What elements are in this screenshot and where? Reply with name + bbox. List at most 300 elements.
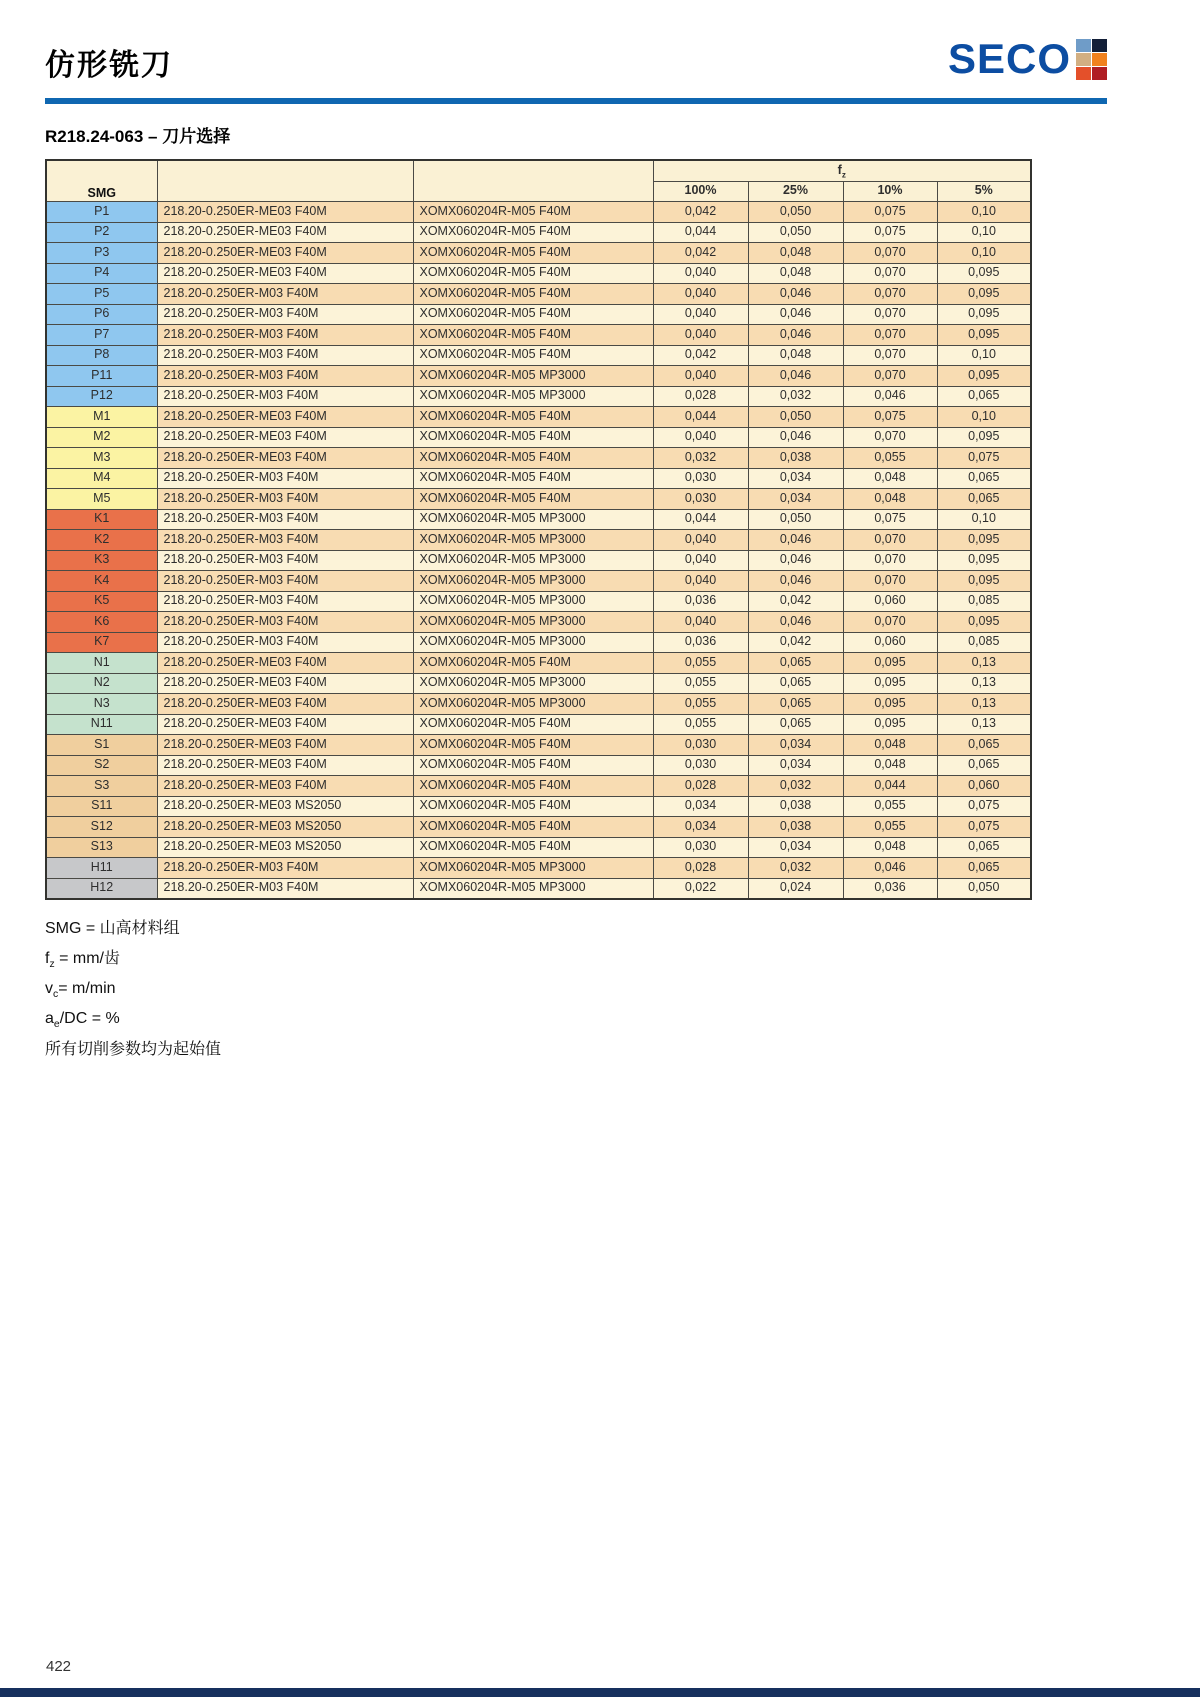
insert-designation-cell: XOMX060204R-M05 F40M <box>413 427 653 448</box>
fz-value-cell: 0,034 <box>653 817 748 838</box>
fz-value-cell: 0,046 <box>748 304 843 325</box>
fz-value-cell: 0,046 <box>748 530 843 551</box>
insert-designation-cell: XOMX060204R-M05 F40M <box>413 407 653 428</box>
fz-value-cell: 0,065 <box>937 489 1031 510</box>
fz-value-cell: 0,095 <box>843 714 937 735</box>
tool-designation-cell: 218.20-0.250ER-ME03 F40M <box>157 407 413 428</box>
fz-value-cell: 0,030 <box>653 837 748 858</box>
fz-value-cell: 0,065 <box>937 468 1031 489</box>
insert-table-body <box>46 202 1031 900</box>
fz-value-cell: 0,095 <box>937 571 1031 592</box>
footnotes <box>45 914 1200 1065</box>
insert-designation-cell: XOMX060204R-M05 MP3000 <box>413 878 653 899</box>
fz-value-cell: 0,10 <box>937 202 1031 223</box>
insert-designation-cell: XOMX060204R-M05 F40M <box>413 304 653 325</box>
fz-value-cell: 0,13 <box>937 694 1031 715</box>
table-row <box>46 612 1031 633</box>
column-header-10: 10% <box>843 181 937 202</box>
smg-cell: P3 <box>46 243 157 264</box>
fz-value-cell: 0,044 <box>653 407 748 428</box>
smg-cell: S13 <box>46 837 157 858</box>
fz-value-cell: 0,048 <box>748 243 843 264</box>
fz-value-cell: 0,070 <box>843 427 937 448</box>
fz-value-cell: 0,048 <box>843 735 937 756</box>
fz-value-cell: 0,046 <box>843 858 937 879</box>
fz-value-cell: 0,038 <box>748 448 843 469</box>
tool-designation-cell: 218.20-0.250ER-ME03 F40M <box>157 448 413 469</box>
fz-value-cell: 0,046 <box>748 427 843 448</box>
fz-value-cell: 0,050 <box>748 202 843 223</box>
fz-value-cell: 0,085 <box>937 591 1031 612</box>
fz-value-cell: 0,070 <box>843 284 937 305</box>
fz-value-cell: 0,032 <box>748 858 843 879</box>
table-row <box>46 837 1031 858</box>
fz-value-cell: 0,046 <box>748 550 843 571</box>
tool-designation-cell: 218.20-0.250ER-M03 F40M <box>157 550 413 571</box>
smg-cell: P4 <box>46 263 157 284</box>
tool-designation-cell: 218.20-0.250ER-M03 F40M <box>157 489 413 510</box>
fz-value-cell: 0,032 <box>653 448 748 469</box>
fz-value-cell: 0,065 <box>937 755 1031 776</box>
table-row <box>46 796 1031 817</box>
tool-designation-cell: 218.20-0.250ER-M03 F40M <box>157 366 413 387</box>
fz-value-cell: 0,065 <box>748 714 843 735</box>
smg-cell: K7 <box>46 632 157 653</box>
logo-square-icon <box>1076 53 1091 66</box>
fz-value-cell: 0,040 <box>653 550 748 571</box>
fz-value-cell: 0,065 <box>937 858 1031 879</box>
fz-value-cell: 0,048 <box>843 755 937 776</box>
fz-value-cell: 0,055 <box>653 673 748 694</box>
table-row <box>46 427 1031 448</box>
table-row <box>46 530 1031 551</box>
footnote-line: $a_e/DC$ = % <box>45 1010 120 1031</box>
fz-value-cell: 0,095 <box>843 653 937 674</box>
page-title: 仿形铣刀 <box>45 48 173 83</box>
fz-value-cell: 0,070 <box>843 263 937 284</box>
fz-value-cell: 0,075 <box>843 509 937 530</box>
fz-value-cell: 0,040 <box>653 571 748 592</box>
fz-value-cell: 0,048 <box>843 468 937 489</box>
smg-cell: S11 <box>46 796 157 817</box>
tool-designation-cell: 218.20-0.250ER-M03 F40M <box>157 571 413 592</box>
fz-value-cell: 0,042 <box>748 632 843 653</box>
smg-cell: P6 <box>46 304 157 325</box>
fz-value-cell: 0,065 <box>748 673 843 694</box>
insert-designation-cell: XOMX060204R-M05 F40M <box>413 448 653 469</box>
smg-cell: P7 <box>46 325 157 346</box>
logo-square-icon <box>1092 67 1107 80</box>
section-subtitle: R218.24-063 – 刀片选择 <box>45 127 231 146</box>
fz-value-cell: 0,048 <box>748 263 843 284</box>
fz-label-sub: z <box>841 170 846 180</box>
insert-designation-cell: XOMX060204R-M05 F40M <box>413 755 653 776</box>
page-header <box>45 36 1107 84</box>
fz-value-cell: 0,022 <box>653 878 748 899</box>
table-row <box>46 325 1031 346</box>
insert-designation-cell: XOMX060204R-M05 F40M <box>413 325 653 346</box>
tool-designation-cell: 218.20-0.250ER-ME03 MS2050 <box>157 796 413 817</box>
tool-designation-cell: 218.20-0.250ER-ME03 F40M <box>157 427 413 448</box>
insert-designation-cell: XOMX060204R-M05 MP3000 <box>413 366 653 387</box>
tool-designation-cell: 218.20-0.250ER-M03 F40M <box>157 325 413 346</box>
tool-designation-cell: 218.20-0.250ER-ME03 F40M <box>157 222 413 243</box>
seco-logo-text: SECO <box>947 35 1071 82</box>
insert-designation-cell: XOMX060204R-M05 MP3000 <box>413 509 653 530</box>
fz-value-cell: 0,095 <box>937 263 1031 284</box>
insert-designation-cell: XOMX060204R-M05 F40M <box>413 714 653 735</box>
header-rule <box>45 98 1107 104</box>
table-row <box>46 366 1031 387</box>
fz-value-cell: 0,13 <box>937 673 1031 694</box>
table-row <box>46 817 1031 838</box>
smg-cell: N11 <box>46 714 157 735</box>
fz-value-cell: 0,034 <box>748 735 843 756</box>
fz-value-cell: 0,075 <box>937 796 1031 817</box>
tool-designation-cell: 218.20-0.250ER-ME03 F40M <box>157 653 413 674</box>
insert-designation-cell: XOMX060204R-M05 F40M <box>413 263 653 284</box>
fz-label: f <box>837 163 842 178</box>
fz-value-cell: 0,034 <box>748 837 843 858</box>
fz-value-cell: 0,095 <box>843 673 937 694</box>
fz-value-cell: 0,10 <box>937 243 1031 264</box>
fz-value-cell: 0,075 <box>937 448 1031 469</box>
table-row <box>46 571 1031 592</box>
fz-value-cell: 0,070 <box>843 243 937 264</box>
fz-value-cell: 0,070 <box>843 550 937 571</box>
column-header-100: 100% <box>653 181 748 202</box>
smg-cell: P5 <box>46 284 157 305</box>
tool-designation-cell: 218.20-0.250ER-M03 F40M <box>157 386 413 407</box>
smg-cell: K6 <box>46 612 157 633</box>
tool-designation-cell: 218.20-0.250ER-ME03 F40M <box>157 694 413 715</box>
fz-value-cell: 0,095 <box>937 304 1031 325</box>
smg-cell: M4 <box>46 468 157 489</box>
smg-cell: N1 <box>46 653 157 674</box>
fz-value-cell: 0,040 <box>653 263 748 284</box>
insert-designation-cell: XOMX060204R-M05 F40M <box>413 735 653 756</box>
fz-value-cell: 0,060 <box>843 632 937 653</box>
fz-value-cell: 0,10 <box>937 222 1031 243</box>
smg-cell: M5 <box>46 489 157 510</box>
table-row <box>46 509 1031 530</box>
fz-value-cell: 0,044 <box>843 776 937 797</box>
table-header <box>46 160 1031 202</box>
table-row <box>46 345 1031 366</box>
fz-value-cell: 0,030 <box>653 755 748 776</box>
insert-designation-cell: XOMX060204R-M05 F40M <box>413 243 653 264</box>
fz-value-cell: 0,070 <box>843 345 937 366</box>
column-header-insert <box>413 160 653 202</box>
fz-value-cell: 0,040 <box>653 612 748 633</box>
fz-value-cell: 0,048 <box>843 489 937 510</box>
fz-value-cell: 0,10 <box>937 509 1031 530</box>
table-row <box>46 489 1031 510</box>
fz-value-cell: 0,075 <box>843 202 937 223</box>
fz-value-cell: 0,048 <box>748 345 843 366</box>
tool-designation-cell: 218.20-0.250ER-M03 F40M <box>157 878 413 899</box>
fz-value-cell: 0,070 <box>843 612 937 633</box>
table-row <box>46 694 1031 715</box>
insert-designation-cell: XOMX060204R-M05 F40M <box>413 468 653 489</box>
insert-designation-cell: XOMX060204R-M05 MP3000 <box>413 632 653 653</box>
column-header-25: 25% <box>748 181 843 202</box>
fz-value-cell: 0,040 <box>653 325 748 346</box>
fz-value-cell: 0,030 <box>653 489 748 510</box>
fz-value-cell: 0,070 <box>843 325 937 346</box>
fz-value-cell: 0,060 <box>937 776 1031 797</box>
footnote-line: 所有切削参数均为起始值 <box>45 1040 222 1058</box>
table-row <box>46 550 1031 571</box>
insert-designation-cell: XOMX060204R-M05 F40M <box>413 817 653 838</box>
insert-designation-cell: XOMX060204R-M05 F40M <box>413 796 653 817</box>
fz-value-cell: 0,048 <box>843 837 937 858</box>
fz-value-cell: 0,044 <box>653 222 748 243</box>
fz-value-cell: 0,036 <box>843 878 937 899</box>
smg-cell: K2 <box>46 530 157 551</box>
fz-value-cell: 0,028 <box>653 858 748 879</box>
tool-designation-cell: 218.20-0.250ER-M03 F40M <box>157 509 413 530</box>
fz-value-cell: 0,055 <box>653 653 748 674</box>
fz-value-cell: 0,042 <box>653 243 748 264</box>
fz-value-cell: 0,095 <box>937 284 1031 305</box>
insert-designation-cell: XOMX060204R-M05 MP3000 <box>413 858 653 879</box>
insert-designation-cell: XOMX060204R-M05 F40M <box>413 837 653 858</box>
footnote-line: $f_z = mm/$齿 <box>45 949 120 970</box>
fz-value-cell: 0,032 <box>748 386 843 407</box>
tool-designation-cell: 218.20-0.250ER-ME03 F40M <box>157 673 413 694</box>
insert-selection-table <box>45 159 1032 900</box>
table-row <box>46 755 1031 776</box>
table-row <box>46 714 1031 735</box>
insert-designation-cell: XOMX060204R-M05 MP3000 <box>413 530 653 551</box>
fz-value-cell: 0,065 <box>937 837 1031 858</box>
tool-designation-cell: 218.20-0.250ER-ME03 F40M <box>157 202 413 223</box>
tool-designation-cell: 218.20-0.250ER-M03 F40M <box>157 612 413 633</box>
table-row <box>46 591 1031 612</box>
fz-value-cell: 0,095 <box>937 530 1031 551</box>
fz-value-cell: 0,034 <box>748 489 843 510</box>
fz-value-cell: 0,095 <box>937 612 1031 633</box>
fz-value-cell: 0,070 <box>843 530 937 551</box>
fz-value-cell: 0,046 <box>843 386 937 407</box>
smg-cell: M1 <box>46 407 157 428</box>
smg-cell: S3 <box>46 776 157 797</box>
fz-value-cell: 0,075 <box>843 407 937 428</box>
column-header-tool <box>157 160 413 202</box>
smg-cell: S12 <box>46 817 157 838</box>
table-row <box>46 735 1031 756</box>
fz-value-cell: 0,13 <box>937 653 1031 674</box>
table-row <box>46 386 1031 407</box>
smg-cell: S2 <box>46 755 157 776</box>
smg-cell: H11 <box>46 858 157 879</box>
insert-designation-cell: XOMX060204R-M05 F40M <box>413 653 653 674</box>
tool-designation-cell: 218.20-0.250ER-ME03 MS2050 <box>157 837 413 858</box>
table-row <box>46 653 1031 674</box>
fz-value-cell: 0,095 <box>937 366 1031 387</box>
tool-designation-cell: 218.20-0.250ER-M03 F40M <box>157 284 413 305</box>
fz-value-cell: 0,046 <box>748 612 843 633</box>
table-row <box>46 776 1031 797</box>
fz-value-cell: 0,13 <box>937 714 1031 735</box>
fz-value-cell: 0,040 <box>653 530 748 551</box>
fz-value-cell: 0,046 <box>748 284 843 305</box>
table-row <box>46 263 1031 284</box>
fz-value-cell: 0,044 <box>653 509 748 530</box>
fz-value-cell: 0,095 <box>937 325 1031 346</box>
smg-cell: N3 <box>46 694 157 715</box>
table-row <box>46 878 1031 899</box>
fz-value-cell: 0,030 <box>653 735 748 756</box>
tool-designation-cell: 218.20-0.250ER-ME03 MS2050 <box>157 817 413 838</box>
smg-cell: K4 <box>46 571 157 592</box>
fz-value-cell: 0,085 <box>937 632 1031 653</box>
fz-value-cell: 0,050 <box>748 222 843 243</box>
seco-logo <box>947 35 1107 82</box>
fz-value-cell: 0,065 <box>748 694 843 715</box>
fz-value-cell: 0,038 <box>748 796 843 817</box>
fz-value-cell: 0,070 <box>843 571 937 592</box>
tool-designation-cell: 218.20-0.250ER-ME03 F40M <box>157 714 413 735</box>
fz-value-cell: 0,055 <box>843 448 937 469</box>
fz-value-cell: 0,036 <box>653 591 748 612</box>
fz-value-cell: 0,034 <box>748 755 843 776</box>
fz-value-cell: 0,046 <box>748 325 843 346</box>
insert-designation-cell: XOMX060204R-M05 MP3000 <box>413 591 653 612</box>
fz-value-cell: 0,050 <box>937 878 1031 899</box>
insert-designation-cell: XOMX060204R-M05 F40M <box>413 284 653 305</box>
table-row <box>46 673 1031 694</box>
tool-designation-cell: 218.20-0.250ER-M03 F40M <box>157 632 413 653</box>
footnote-line: $v_c= m/\min$ <box>45 980 116 1001</box>
logo-square-icon <box>1076 39 1091 52</box>
table-row <box>46 632 1031 653</box>
fz-value-cell: 0,070 <box>843 304 937 325</box>
tool-designation-cell: 218.20-0.250ER-M03 F40M <box>157 468 413 489</box>
fz-value-cell: 0,065 <box>937 735 1031 756</box>
fz-value-cell: 0,024 <box>748 878 843 899</box>
fz-value-cell: 0,075 <box>843 222 937 243</box>
fz-value-cell: 0,060 <box>843 591 937 612</box>
tool-designation-cell: 218.20-0.250ER-M03 F40M <box>157 345 413 366</box>
smg-cell: P11 <box>46 366 157 387</box>
table-row <box>46 202 1031 223</box>
smg-cell: P12 <box>46 386 157 407</box>
page-number: 422 <box>46 1658 72 1675</box>
logo-square-icon <box>1076 67 1091 80</box>
smg-cell: M3 <box>46 448 157 469</box>
fz-value-cell: 0,046 <box>748 571 843 592</box>
fz-value-cell: 0,028 <box>653 776 748 797</box>
fz-value-cell: 0,095 <box>937 427 1031 448</box>
fz-value-cell: 0,075 <box>937 817 1031 838</box>
insert-designation-cell: XOMX060204R-M05 F40M <box>413 222 653 243</box>
logo-square-icon <box>1092 39 1107 52</box>
table-row <box>46 448 1031 469</box>
smg-cell: S1 <box>46 735 157 756</box>
insert-designation-cell: XOMX060204R-M05 MP3000 <box>413 386 653 407</box>
logo-square-icon <box>1092 53 1107 66</box>
fz-value-cell: 0,040 <box>653 366 748 387</box>
table-row <box>46 243 1031 264</box>
fz-value-cell: 0,055 <box>653 694 748 715</box>
column-header-smg: SMG <box>46 160 157 202</box>
insert-designation-cell: XOMX060204R-M05 MP3000 <box>413 571 653 592</box>
fz-value-cell: 0,10 <box>937 345 1031 366</box>
insert-designation-cell: XOMX060204R-M05 F40M <box>413 345 653 366</box>
table-row <box>46 468 1031 489</box>
footer-bar <box>0 1688 1200 1697</box>
smg-cell: N2 <box>46 673 157 694</box>
smg-cell: P2 <box>46 222 157 243</box>
tool-designation-cell: 218.20-0.250ER-M03 F40M <box>157 591 413 612</box>
fz-value-cell: 0,070 <box>843 366 937 387</box>
footnote-line: SMG = 山高材料组 <box>45 920 180 937</box>
fz-value-cell: 0,042 <box>748 591 843 612</box>
insert-designation-cell: XOMX060204R-M05 MP3000 <box>413 550 653 571</box>
tool-designation-cell: 218.20-0.250ER-ME03 F40M <box>157 263 413 284</box>
tool-designation-cell: 218.20-0.250ER-ME03 F40M <box>157 776 413 797</box>
fz-value-cell: 0,042 <box>653 345 748 366</box>
insert-designation-cell: XOMX060204R-M05 F40M <box>413 202 653 223</box>
fz-value-cell: 0,050 <box>748 407 843 428</box>
fz-value-cell: 0,036 <box>653 632 748 653</box>
insert-designation-cell: XOMX060204R-M05 MP3000 <box>413 694 653 715</box>
tool-designation-cell: 218.20-0.250ER-ME03 F40M <box>157 755 413 776</box>
table-row <box>46 407 1031 428</box>
fz-group-header <box>653 160 1031 181</box>
table-row <box>46 304 1031 325</box>
fz-value-cell: 0,050 <box>748 509 843 530</box>
fz-value-cell: 0,028 <box>653 386 748 407</box>
insert-designation-cell: XOMX060204R-M05 F40M <box>413 489 653 510</box>
smg-cell: K1 <box>46 509 157 530</box>
insert-designation-cell: XOMX060204R-M05 MP3000 <box>413 612 653 633</box>
table-row <box>46 858 1031 879</box>
fz-value-cell: 0,055 <box>653 714 748 735</box>
smg-cell: H12 <box>46 878 157 899</box>
tool-designation-cell: 218.20-0.250ER-M03 F40M <box>157 530 413 551</box>
fz-value-cell: 0,032 <box>748 776 843 797</box>
smg-cell: P8 <box>46 345 157 366</box>
fz-value-cell: 0,038 <box>748 817 843 838</box>
fz-value-cell: 0,034 <box>653 796 748 817</box>
fz-value-cell: 0,10 <box>937 407 1031 428</box>
fz-value-cell: 0,042 <box>653 202 748 223</box>
tool-designation-cell: 218.20-0.250ER-M03 F40M <box>157 304 413 325</box>
smg-cell: K3 <box>46 550 157 571</box>
tool-designation-cell: 218.20-0.250ER-ME03 F40M <box>157 243 413 264</box>
tool-designation-cell: 218.20-0.250ER-ME03 F40M <box>157 735 413 756</box>
smg-cell: M2 <box>46 427 157 448</box>
fz-value-cell: 0,065 <box>748 653 843 674</box>
tool-designation-cell: 218.20-0.250ER-M03 F40M <box>157 858 413 879</box>
fz-value-cell: 0,040 <box>653 304 748 325</box>
fz-value-cell: 0,040 <box>653 427 748 448</box>
fz-value-cell: 0,034 <box>748 468 843 489</box>
seco-logo-mosaic-icon <box>1076 39 1107 80</box>
fz-value-cell: 0,030 <box>653 468 748 489</box>
fz-value-cell: 0,055 <box>843 817 937 838</box>
insert-designation-cell: XOMX060204R-M05 MP3000 <box>413 673 653 694</box>
smg-cell: P1 <box>46 202 157 223</box>
table-row <box>46 284 1031 305</box>
table-row <box>46 222 1031 243</box>
fz-value-cell: 0,040 <box>653 284 748 305</box>
insert-designation-cell: XOMX060204R-M05 F40M <box>413 776 653 797</box>
column-header-5: 5% <box>937 181 1031 202</box>
